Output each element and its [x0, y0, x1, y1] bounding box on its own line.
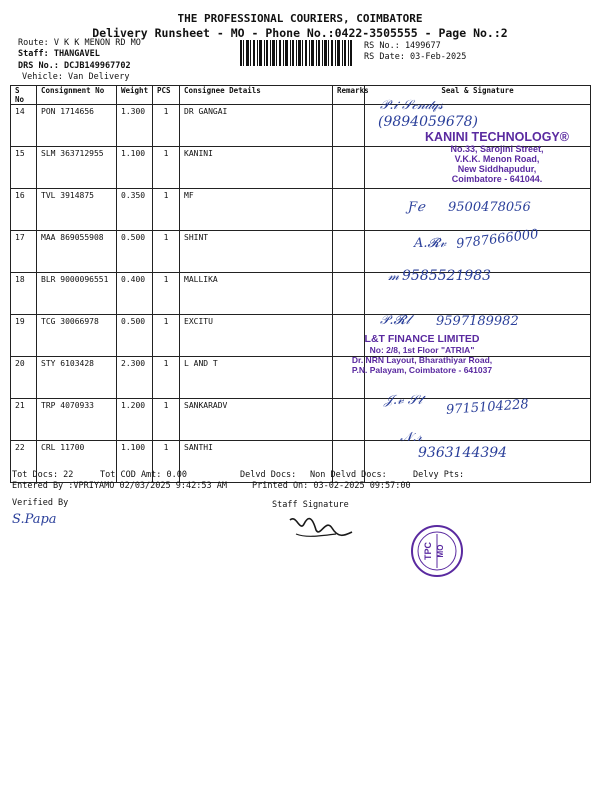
runsheet-subtitle: Delivery Runsheet - MO - Phone No.:0422-3505555 - Page No.:2: [92, 26, 508, 40]
cell-remarks: [333, 399, 365, 441]
col-consignee: Consignee Details: [180, 86, 333, 105]
cell-consignee: EXCITU: [180, 315, 333, 357]
signature-scribble: 𝒩.𝓇: [400, 430, 423, 445]
staff-signature-icon: [286, 512, 356, 544]
cell-weight: 0.350: [117, 189, 153, 231]
col-pcs: PCS: [153, 86, 180, 105]
col-consignment: Consignment No: [37, 86, 117, 105]
lt-finance-stamp: [322, 333, 522, 375]
verifier-signature: S.Papa: [12, 512, 57, 527]
seal-text-left: TPC: [423, 542, 433, 560]
cell-consignee: DR GANGAI: [180, 105, 333, 147]
cell-consignment: STY 6103428: [37, 357, 117, 399]
cell-pcs: 1: [153, 357, 180, 399]
vehicle-label: Vehicle: Van Delivery: [22, 72, 130, 82]
signature-scribble: 𝒫.𝒾 𝒮𝒸𝓃𝒹𝓆𝓈: [380, 98, 444, 113]
route-label: Route: V K K MENON RD MO: [18, 38, 141, 48]
cell-consignment: PON 1714656: [37, 105, 117, 147]
company-title: THE PROFESSIONAL COURIERS, COIMBATORE: [177, 12, 423, 25]
cell-weight: 2.300: [117, 357, 153, 399]
drs-number: DRS No.: DCJB149967702: [18, 61, 131, 71]
cell-consignee: MALLIKA: [180, 273, 333, 315]
cell-remarks: [333, 147, 365, 189]
cell-sno: 14: [11, 105, 37, 147]
signature-scribble: Ƒℯ: [408, 200, 425, 215]
cell-remarks: [333, 189, 365, 231]
cell-sno: 17: [11, 231, 37, 273]
cell-consignee: MF: [180, 189, 333, 231]
cell-weight: 1.300: [117, 105, 153, 147]
cell-remarks: [333, 273, 365, 315]
cell-consignment: BLR 9000096551: [37, 273, 117, 315]
cell-consignee: L AND T: [180, 357, 333, 399]
stamp-line: Coimbatore - 641044.: [451, 174, 543, 184]
handwritten-phone: 9715104228: [445, 397, 530, 418]
cell-weight: 0.500: [117, 231, 153, 273]
rs-date: RS Date: 03-Feb-2025: [364, 52, 467, 62]
handwritten-phone: (9894059678): [378, 114, 478, 130]
col-sno: S No: [11, 86, 37, 105]
cell-pcs: 1: [153, 315, 180, 357]
cell-consignment: SLM 363712955: [37, 147, 117, 189]
cell-sno: 20: [11, 357, 37, 399]
stamp-company: L&T FINANCE LIMITED: [364, 333, 480, 345]
cell-consignment: TVL 3914875: [37, 189, 117, 231]
cell-weight: 0.500: [117, 315, 153, 357]
cell-weight: 1.200: [117, 399, 153, 441]
cell-sno: 15: [11, 147, 37, 189]
delivery-points: Delvy Pts:: [413, 470, 465, 480]
cell-sno: 16: [11, 189, 37, 231]
barcode-icon: [240, 40, 352, 66]
handwritten-phone: 9787666000: [455, 227, 540, 252]
cell-pcs: 1: [153, 273, 180, 315]
stamp-line: No.33, Sarojini Street,: [450, 144, 544, 154]
cell-consignee: SANTHI: [180, 441, 333, 483]
rs-number: RS No.: 1499677: [364, 41, 441, 51]
cell-pcs: 1: [153, 231, 180, 273]
signature-scribble: 𝓂: [388, 269, 400, 284]
kanini-stamp: [408, 130, 586, 184]
stamp-company: KANINI TECHNOLOGY®: [425, 130, 569, 144]
cell-pcs: 1: [153, 441, 180, 483]
signature-scribble: 𝒫.𝓡𝓁: [380, 313, 410, 328]
col-remarks: Remarks: [333, 86, 365, 105]
handwritten-phone: 9363144394: [418, 445, 508, 461]
seal-text-right: MO: [436, 544, 445, 558]
table-header-row: [11, 86, 591, 105]
cell-weight: 1.100: [117, 147, 153, 189]
cell-remarks: [333, 105, 365, 147]
cell-remarks: [333, 231, 365, 273]
cell-consignee: KANINI: [180, 147, 333, 189]
cell-consignment: TRP 4070933: [37, 399, 117, 441]
cell-weight: 0.400: [117, 273, 153, 315]
cell-pcs: 1: [153, 105, 180, 147]
cell-weight: 1.100: [117, 441, 153, 483]
printed-on: Printed On: 03-02-2025 09:57:00: [252, 481, 411, 491]
entered-by: Entered By :VPRIYAMO 02/03/2025 9:42:53 AM: [12, 481, 227, 491]
stamp-line: V.K.K. Menon Road,: [454, 154, 540, 164]
signature-scribble: A.𝓡𝓋: [414, 236, 447, 251]
cell-pcs: 1: [153, 189, 180, 231]
cell-sno: 21: [11, 399, 37, 441]
table-row: [11, 273, 591, 315]
cell-consignee: SANKARADV: [180, 399, 333, 441]
delivered-docs: Delvd Docs:: [240, 470, 297, 480]
cell-sno: 22: [11, 441, 37, 483]
cell-consignment: CRL 11700: [37, 441, 117, 483]
verified-by-label: Verified By: [12, 498, 69, 508]
cell-consignment: TCG 30066978: [37, 315, 117, 357]
cell-pcs: 1: [153, 399, 180, 441]
handwritten-phone: 9585521983: [402, 268, 492, 284]
col-weight: Weight: [117, 86, 153, 105]
total-cod-amount: Tot COD Amt: 0.00: [100, 470, 187, 480]
signature-scribble: 𝒥.𝓋 𝒮𝓉: [384, 393, 423, 408]
cell-consignee: SHINT: [180, 231, 333, 273]
staff-label: Staff: THANGAVEL: [18, 49, 100, 59]
stamp-line: No: 2/8, 1st Floor "ATRIA": [369, 345, 475, 355]
handwritten-phone: 9597189982: [436, 314, 519, 329]
tpc-seal-icon: [410, 524, 464, 578]
non-delivered-docs: Non Delvd Docs:: [310, 470, 387, 480]
cell-pcs: 1: [153, 147, 180, 189]
total-docs: Tot Docs: 22: [12, 470, 74, 480]
stamp-line: Dr. NRN Layout, Bharathiyar Road,: [351, 355, 493, 365]
stamp-line: New Siddhapudur,: [457, 164, 537, 174]
cell-sno: 18: [11, 273, 37, 315]
cell-sno: 19: [11, 315, 37, 357]
cell-consignment: MAA 869055908: [37, 231, 117, 273]
handwritten-phone: 9500478056: [448, 200, 531, 215]
col-seal: Seal & Signature: [365, 86, 591, 105]
staff-signature-label: Staff Signature: [272, 500, 349, 510]
stamp-line: P.N. Palayam, Coimbatore - 641037: [351, 365, 493, 375]
